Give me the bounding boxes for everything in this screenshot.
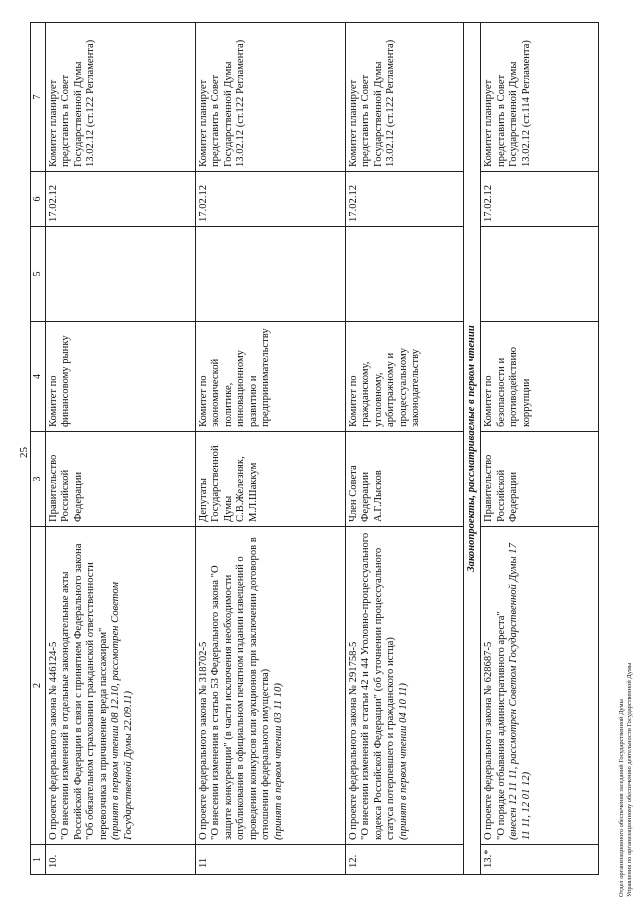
plan: Комитет планирует представить в Совет Государственной Думы 13.02.12 (ст.114 Регламента)	[481, 23, 599, 172]
header-col-7: 7	[31, 23, 46, 172]
bill-note: (внесен 12 11 11, рассмотрен Советом Государственной Думы 17 11 11, 12 01 12)	[508, 543, 532, 840]
bill-description	[481, 527, 599, 845]
row-number: 10.	[45, 845, 195, 875]
table-row	[195, 23, 345, 875]
header-col-2: 2	[31, 527, 46, 845]
col5-cell	[195, 227, 345, 322]
bill-subject: "О внесении изменений в статьи 42 и 44 Уголовно-процессуального кодекса Российской Федерации" (об уточнении процессуального статуса потерпевшего и гражданского истца)	[360, 532, 397, 840]
col5-cell	[481, 227, 599, 322]
date: 17.02.12	[195, 172, 345, 227]
initiator: Депутаты Государственной Думы С.В.Железняк, М.Л.Шаккум	[195, 432, 345, 527]
header-col-3: 3	[31, 432, 46, 527]
row-number: 12.	[345, 845, 463, 875]
committee: Комитет по безопасности и противодействию коррупции	[481, 322, 599, 432]
bill-description	[45, 527, 195, 845]
col5-cell	[345, 227, 463, 322]
committee: Комитет по финансовому рынку	[45, 322, 195, 432]
bill-title: О проекте федерального закона № 318702-5	[197, 641, 209, 840]
header-col-4: 4	[31, 322, 46, 432]
committee: Комитет по гражданскому, уголовному, арбитражному и процессуальному законодательству	[345, 322, 463, 432]
bill-note: (принят в первом чтении 04 10 11)	[397, 683, 409, 840]
plan: Комитет планирует представить в Совет Государственной Думы 13.02.12 (ст.122 Регламента)	[195, 23, 345, 172]
initiator: Правительство Российской Федерации	[481, 432, 599, 527]
plan: Комитет планирует представить в Совет Государственной Думы 13.02.12 (ст.122 Регламента)	[45, 23, 195, 172]
row-number: 11	[195, 845, 345, 875]
footer-line-2: Управления по организационному обеспечению деятельности Государственной Думы	[626, 662, 633, 897]
bill-title: О проекте федерального закона № 291758-5	[347, 641, 359, 840]
bill-note: (принят в первом чтении 08 12.10, рассмотрен Советом Государственной Думы 22.09.11)	[110, 582, 134, 840]
bill-title: О проекте федерального закона № 446124-5	[47, 641, 59, 840]
header-row	[31, 23, 46, 875]
committee: Комитет по экономической политике, инновационному развитию и предпринимательству	[195, 322, 345, 432]
table-row	[345, 23, 463, 875]
table-row	[45, 23, 195, 875]
header-col-1: 1	[31, 845, 46, 875]
initiator: Член Совета Федерации А.Г.Лысков	[345, 432, 463, 527]
date: 17.02.12	[481, 172, 599, 227]
section-row	[463, 23, 481, 875]
footer	[618, 663, 634, 897]
row-number: 13.*	[481, 845, 599, 875]
bill-description	[345, 527, 463, 845]
table-row	[481, 23, 599, 875]
col5-cell	[45, 227, 195, 322]
bill-title: О проекте федерального закона № 628687-5	[483, 641, 495, 840]
bill-subject: "О порядке отбывания административного ареста"	[495, 611, 507, 840]
initiator: Правительство Российской Федерации	[45, 432, 195, 527]
agenda-table	[30, 22, 599, 875]
section-title: Законопроекты, рассматриваемые в первом чтении	[463, 23, 481, 875]
footer-line-1: Отдел организационного обеспечения заседаний Государственной Думы	[618, 699, 625, 897]
bill-description	[195, 527, 345, 845]
header-col-5: 5	[31, 227, 46, 322]
page-number: 25	[18, 447, 30, 458]
bill-subject: "О внесении изменений в отдельные законодательные акты Российской Федерации в связи с принятием Федерального закона "Об обязательном страховании гражданской ответственности перевозчика за причинение вреда пассажирам"	[60, 543, 109, 840]
header-col-6: 6	[31, 172, 46, 227]
bill-subject: "О внесении изменения в статью 53 Федерального закона "О защите конкуренции" (в части исключения необходимости опубликования в официальном печатном издании извещений о проведении конкурсов или аукционов при заключении договоров в отношении федерального имущества)	[210, 537, 272, 840]
date: 17.02.12	[345, 172, 463, 227]
date: 17.02.12	[45, 172, 195, 227]
plan: Комитет планирует представить в Совет Государственной Думы 13.02.12 (ст.122 Регламента)	[345, 23, 463, 172]
bill-note: (принят в первом чтении 03 11 10)	[272, 683, 284, 840]
